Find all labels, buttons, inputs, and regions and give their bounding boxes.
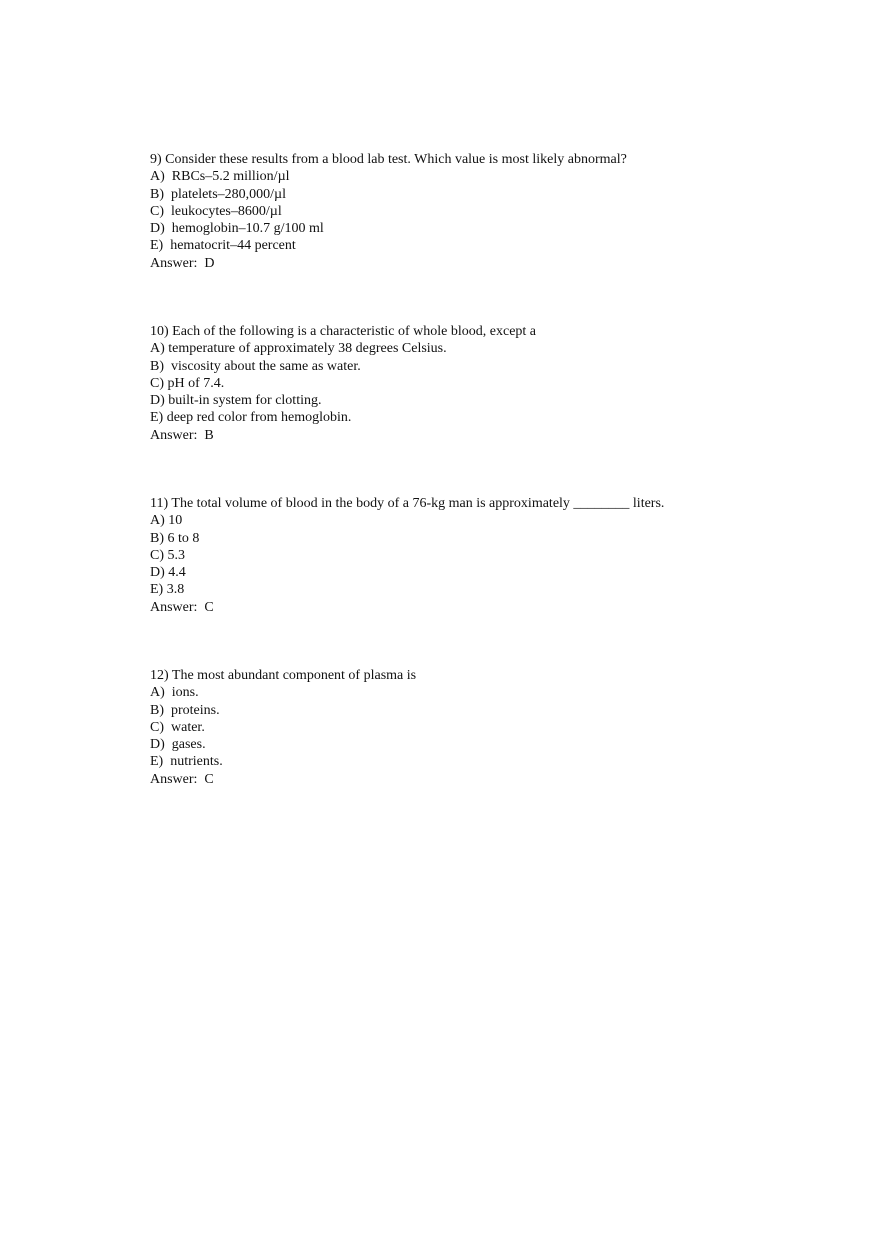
- answer-line: Answer: C: [150, 771, 214, 787]
- option-c: C) pH of 7.4.: [150, 375, 225, 391]
- option-b: B) proteins.: [150, 702, 220, 718]
- option-d: D) gases.: [150, 737, 206, 753]
- answer-line: Answer: C: [150, 599, 214, 615]
- option-b: B) 6 to 8: [150, 530, 200, 546]
- option-e: E) 3.8: [150, 582, 185, 598]
- question-11: [150, 495, 850, 616]
- option-a: A) 10: [150, 513, 183, 529]
- option-a: A) RBCs–5.2 million/µl: [150, 169, 290, 185]
- option-b: B) platelets–280,000/µl: [150, 186, 286, 202]
- option-d: D) hemoglobin–10.7 g/100 ml: [150, 221, 324, 237]
- option-e: E) deep red color from hemoglobin.: [150, 410, 352, 426]
- option-a: A) temperature of approximately 38 degrees Celsius.: [150, 341, 447, 357]
- question-12: [150, 667, 850, 788]
- question-10: [150, 323, 850, 444]
- answer-line: Answer: B: [150, 427, 214, 443]
- question-stem: 12) The most abundant component of plasma is: [150, 668, 417, 683]
- question-stem: 9) Consider these results from a blood lab test. Which value is most likely abnormal?: [150, 152, 627, 167]
- option-a: A) ions.: [150, 685, 199, 701]
- option-c: C) leukocytes–8600/µl: [150, 203, 282, 219]
- option-e: E) hematocrit–44 percent: [150, 238, 296, 254]
- question-9: [150, 151, 850, 272]
- option-c: C) water.: [150, 719, 205, 735]
- option-d: D) built-in system for clotting.: [150, 393, 322, 409]
- option-d: D) 4.4: [150, 565, 186, 581]
- question-stem: 10) Each of the following is a characteristic of whole blood, except a: [150, 324, 537, 339]
- question-stem: 11) The total volume of blood in the body of a 76-kg man is approximately ________ liters.: [150, 496, 665, 511]
- option-b: B) viscosity about the same as water.: [150, 358, 361, 374]
- option-e: E) nutrients.: [150, 754, 223, 770]
- option-c: C) 5.3: [150, 547, 185, 563]
- answer-line: Answer: D: [150, 255, 215, 271]
